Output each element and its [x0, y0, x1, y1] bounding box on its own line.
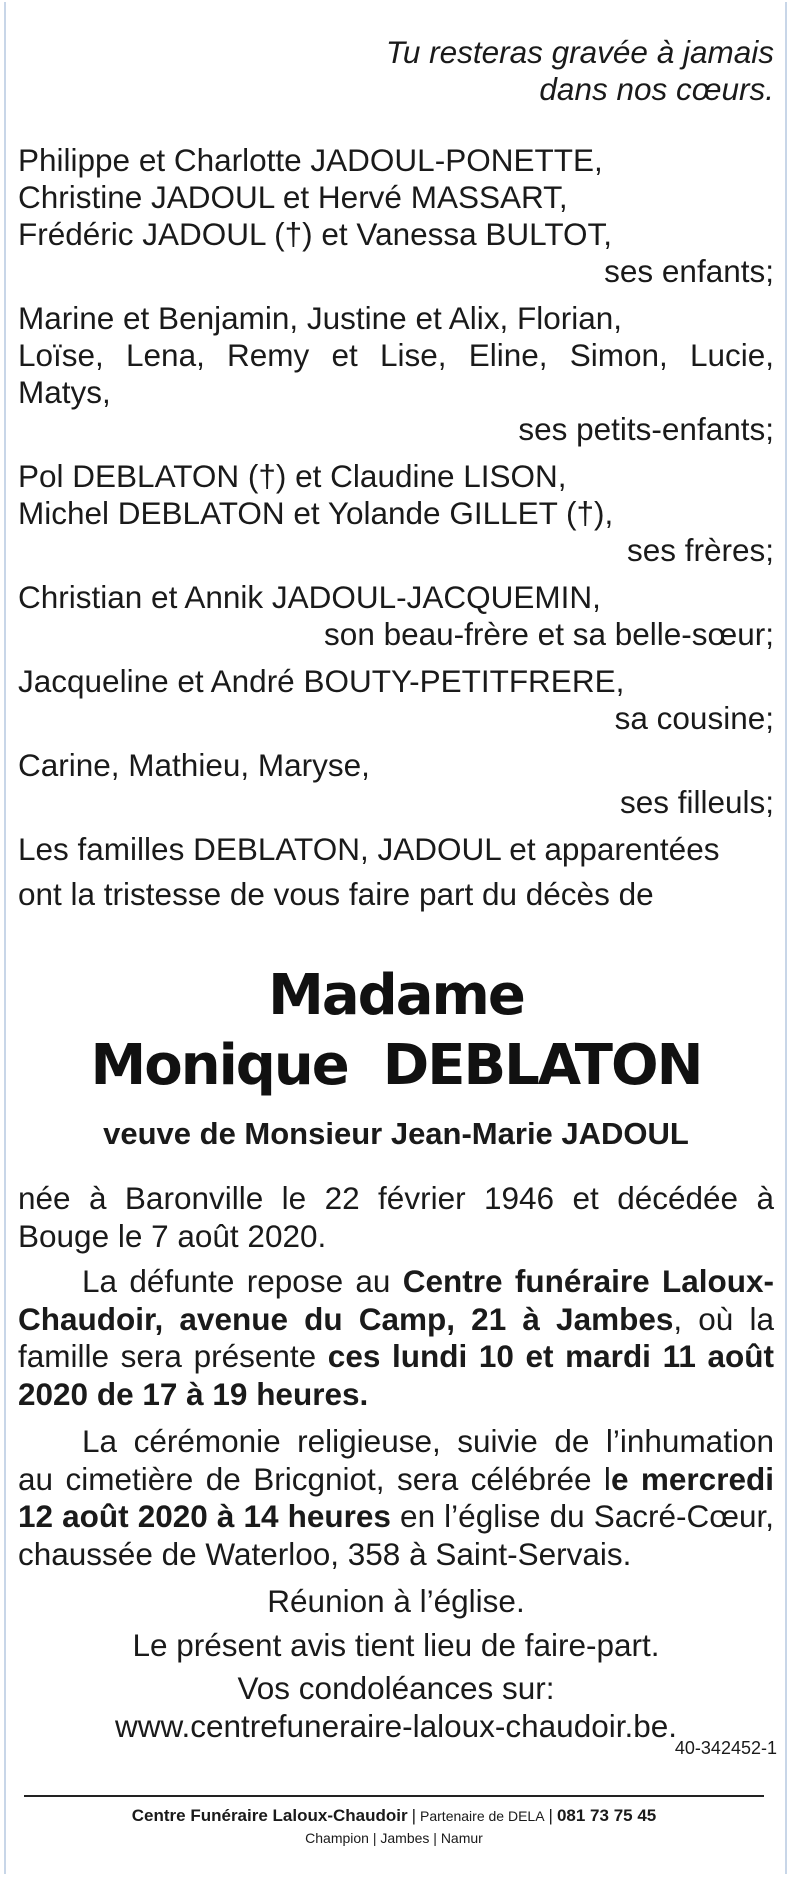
footer: [24, 1795, 764, 1849]
families-line: Les familles DEBLATON, JADOUL et apparentées: [18, 831, 720, 867]
footer-locations: Champion | Jambes | Namur: [305, 1830, 483, 1846]
family-group-children: [18, 142, 774, 290]
obituary-content: [18, 0, 774, 1745]
family-relation: ses filleuls;: [619, 784, 774, 820]
family-relation: ses frères;: [626, 532, 774, 568]
footer-phone: 081 73 75 45: [556, 1806, 657, 1825]
footer-partner: Partenaire de DELA: [420, 1808, 545, 1824]
repose-text-a: La défunte repose au: [82, 1263, 403, 1299]
family-group-inlaws: [18, 579, 774, 653]
ceremony-paragraph: [18, 1423, 774, 1573]
deceased-title: Madame: [268, 963, 524, 1028]
family-name-line: Jacqueline et André BOUTY-PETITFRERE,: [18, 663, 625, 699]
widow-of-line: veuve de Monsieur Jean-Marie JADOUL: [103, 1116, 689, 1151]
footer-company: Centre Funéraire Laloux-Chaudoir: [131, 1806, 408, 1825]
repose-dates: ces lundi 10 et mardi 11 août 2020 de 17 à 19 heures.: [18, 1338, 774, 1412]
family-name-line: Christine JADOUL et Hervé MASSART,: [18, 179, 568, 215]
reference-number: 40-342452-1: [674, 1738, 777, 1758]
reunion-line: Réunion à l’église.: [267, 1583, 525, 1619]
family-group-brothers: [18, 458, 774, 569]
notice-line: Le présent avis tient lieu de faire-part.: [132, 1626, 660, 1663]
family-name-line: Michel DEBLATON et Yolande GILLET (†),: [18, 495, 614, 531]
ceremony-text-a: La cérémonie religieuse, suivie de l’inhumation au cimetière de Bricgniot, sera célébrée l: [18, 1423, 774, 1497]
repose-text-b: , où la famille sera présente: [18, 1300, 774, 1374]
ceremony-date: e mercredi 12 août 2020 à 14 heures: [18, 1460, 774, 1534]
family-relation: ses petits-enfants;: [518, 411, 774, 447]
deceased-name-block: [18, 961, 774, 1101]
announcement-line: ont la tristesse de vous faire part du décès de: [18, 876, 654, 912]
family-relation: son beau-frère et sa belle-sœur;: [324, 616, 774, 652]
condolences-link[interactable]: www.centrefuneraire-laloux-chaudoir.be.: [114, 1707, 678, 1744]
family-relation: ses enfants;: [604, 253, 774, 289]
family-group-godchildren: [18, 747, 774, 821]
family-name-line: Christian et Annik JADOUL-JACQUEMIN,: [18, 579, 601, 615]
birth-death-line-2: Bouge le 7 août 2020.: [18, 1217, 327, 1254]
family-name-line: Marine et Benjamin, Justine et Alix, Florian,: [18, 300, 623, 336]
ceremony-text-b: en l’église du Sacré-Cœur, chaussée de Waterloo, 358 à Saint-Servais.: [18, 1498, 774, 1572]
family-name-line: Loïse, Lena, Remy et Lise, Eline, Simon, Lucie,: [18, 337, 774, 373]
family-group-cousin: [18, 663, 774, 737]
family-name-line: Matys,: [18, 374, 111, 410]
condolences-label: Vos condoléances sur:: [237, 1670, 555, 1706]
footer-line-1: Centre Funéraire Laloux-Chaudoir | Partenaire de DELA | 081 73 75 45: [131, 1806, 657, 1825]
family-group-grandchildren: [18, 300, 774, 448]
quote-line-2: dans nos cœurs.: [539, 71, 774, 107]
quote-line-1: Tu resteras gravée à jamais: [385, 34, 774, 70]
birth-death-line-1: née à Baronville le 22 février 1946 et décédée à: [18, 1180, 774, 1216]
family-list: [18, 142, 774, 913]
family-name-line: Philippe et Charlotte JADOUL-PONETTE,: [18, 142, 603, 178]
epitaph-quote: [18, 34, 774, 108]
repose-place: Centre funéraire Laloux-Chaudoir, avenue du Camp, 21 à Jambes: [18, 1263, 774, 1337]
deceased-name: Monique DEBLATON: [90, 1033, 702, 1098]
family-relation: sa cousine;: [614, 700, 774, 736]
repose-paragraph: [18, 1263, 774, 1413]
obituary-details: [18, 1180, 774, 1745]
family-name-line: Pol DEBLATON (†) et Claudine LISON,: [18, 458, 567, 494]
family-name-line: Carine, Mathieu, Maryse,: [18, 747, 370, 783]
family-name-line: Frédéric JADOUL (†) et Vanessa BULTOT,: [18, 216, 613, 252]
